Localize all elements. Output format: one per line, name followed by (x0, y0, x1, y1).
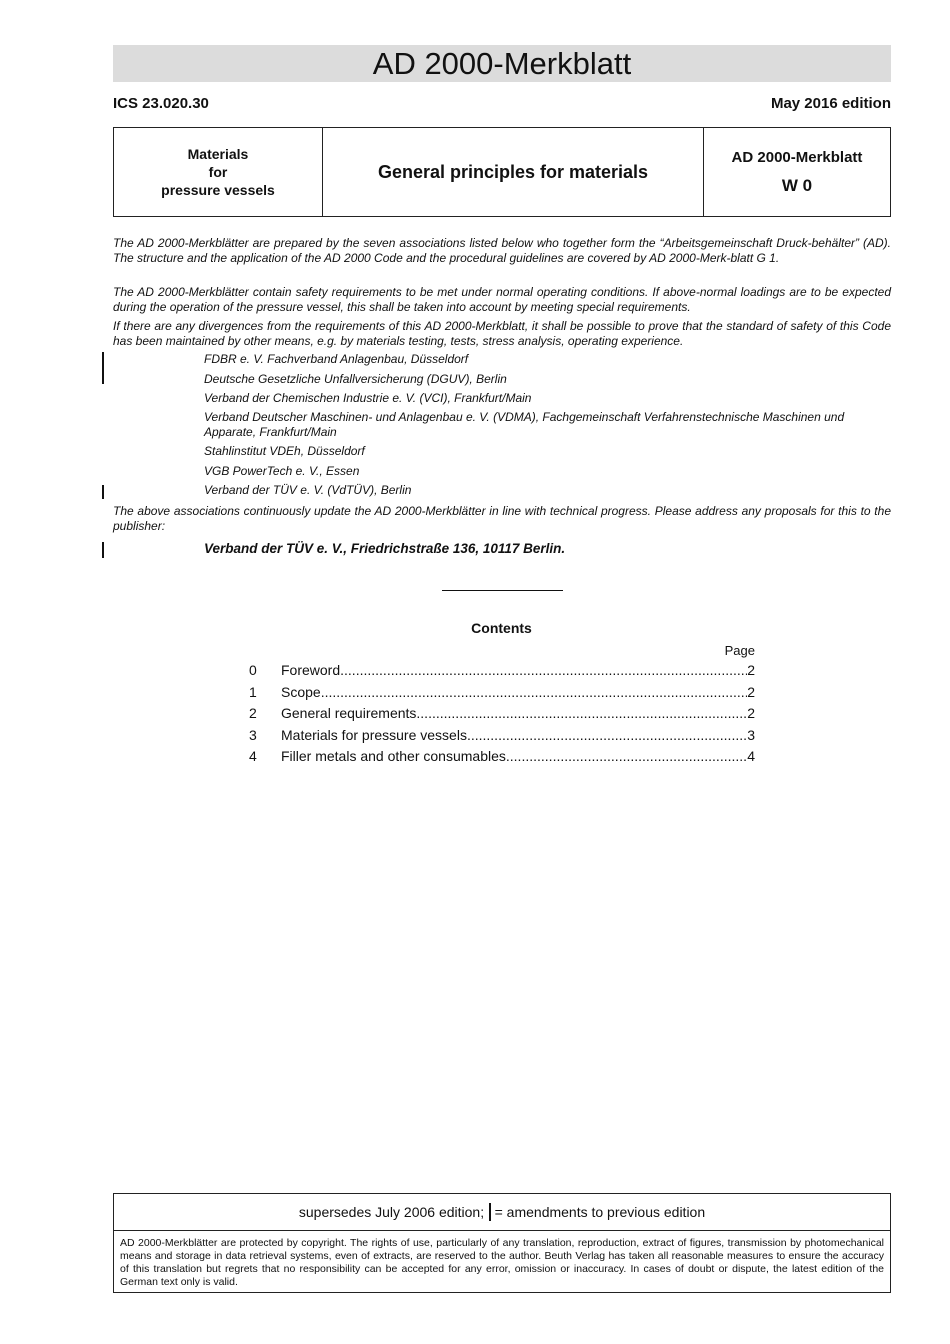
toc-label: Scope (281, 683, 321, 700)
change-bar (102, 542, 104, 558)
toc-leader-dots (506, 748, 747, 764)
toc-label: General requirements (281, 705, 417, 721)
toc-leader-dots (416, 705, 747, 721)
toc-number: 1 (249, 683, 257, 700)
edition-date: May 2016 edition (770, 95, 891, 112)
toc-page: 2 (747, 683, 755, 700)
header-table (113, 127, 891, 217)
association-item: Verband der Chemischen Industrie e. V. (VCI), Frankfurt/Main (204, 391, 532, 405)
ics-code: ICS 23.020.30 (113, 95, 209, 112)
association-item: Verband Deutscher Maschinen- und Anlagenbau e. V. (VDMA), Fachgemeinschaft Verfahrenstechnische Maschinen und Apparate, Frankfurt/Main (204, 410, 845, 439)
category-line: Materials (187, 146, 249, 162)
sheet-code: W 0 (781, 175, 813, 195)
toc-label: Foreword (281, 662, 341, 678)
subject-cell (323, 128, 704, 216)
change-bar-legend-icon (489, 1203, 491, 1221)
intro-paragraph: The AD 2000-Merkblätter contain safety requirements to be met under normal operating conditions. If above-normal loadings are to be expected during the operation of the pressure vessel, this shall be taken into account by meeting special requirements. (113, 285, 891, 314)
publisher-address: Verband der TÜV e. V., Friedrichstraße 136, 10117 Berlin. (204, 541, 566, 556)
association-item: Verband der TÜV e. V. (VdTÜV), Berlin (204, 483, 412, 497)
association-item: FDBR e. V. Fachverband Anlagenbau, Düsseldorf (204, 352, 469, 366)
change-bar (102, 352, 104, 384)
association-item: Stahlinstitut VDEh, Düsseldorf (204, 444, 365, 458)
toc-leader-dots (467, 727, 747, 743)
separator-line (442, 590, 563, 591)
toc-number: 0 (249, 662, 257, 678)
category-cell (114, 128, 323, 216)
toc-number: 4 (249, 748, 257, 764)
page-column-label: Page (724, 643, 755, 658)
amendments-legend: = amendments to previous edition (494, 1204, 706, 1220)
toc-leader-dots (321, 684, 748, 700)
toc-entry[interactable] (249, 705, 755, 727)
category-line: for (208, 164, 228, 180)
intro-paragraph: The AD 2000-Merkblätter are prepared by the seven associations listed below who together form the “Arbeitsgemeinschaft Druck-behälter” (AD). The structure and the application of the AD 2000 Code and the procedural guidelines are covered by AD 2000-Merk-blatt G 1. (113, 236, 891, 265)
copyright-notice: AD 2000-Merkblätter are protected by copyright. The rights of use, particularly of any translation, reproduction, extract of figures, transmission by photomechanical means and storage in data retrieval systems, even of extracts, are reserved to the author. Beuth Verlag has taken all reasonable measures to ensure the accuracy of this translation but regrets that no responsibility can be accepted for any error, omission or inaccuracy. In cases of doubt or dispute, the latest edition of the German text only is valid. (120, 1237, 884, 1288)
toc-leader-dots (340, 662, 747, 678)
toc-page: 3 (747, 726, 755, 743)
footer-box (113, 1193, 891, 1293)
toc-number: 2 (249, 705, 257, 721)
document-title: AD 2000-Merkblatt (113, 45, 891, 82)
series-name: AD 2000-Merkblatt (731, 148, 863, 166)
intro-paragraph: The above associations continuously update the AD 2000-Merkblätter in line with technical progress. Please address any proposals for this to the publisher: (113, 504, 891, 533)
toc-entry[interactable] (249, 748, 755, 770)
toc-page: 2 (747, 705, 755, 721)
association-item: VGB PowerTech e. V., Essen (204, 464, 360, 478)
intro-paragraph: If there are any divergences from the requirements of this AD 2000-Merkblatt, it shall be possible to prove that the standard of safety of this Code has been maintained by other means, e.g. by materials testing, tests, stress analysis, operating experience. (113, 319, 891, 348)
contents-title: Contents (471, 620, 532, 636)
association-item: Deutsche Gesetzliche Unfallversicherung (DGUV), Berlin (204, 372, 507, 386)
toc-entry[interactable] (249, 662, 755, 684)
toc-entry[interactable] (249, 727, 755, 749)
toc-number: 3 (249, 726, 257, 743)
table-of-contents (249, 662, 755, 770)
toc-page: 2 (747, 662, 755, 678)
toc-page: 4 (747, 748, 755, 764)
toc-label: Filler metals and other consumables (281, 748, 506, 764)
supersedes-text: supersedes July 2006 edition; (298, 1204, 485, 1220)
subject-title: General principles for materials (377, 161, 649, 182)
toc-label: Materials for pressure vessels (281, 726, 467, 743)
code-cell (704, 128, 890, 216)
toc-entry[interactable] (249, 684, 755, 706)
supersedes-note (114, 1194, 890, 1231)
change-bar (102, 485, 104, 499)
category-line: pressure vessels (161, 182, 275, 198)
